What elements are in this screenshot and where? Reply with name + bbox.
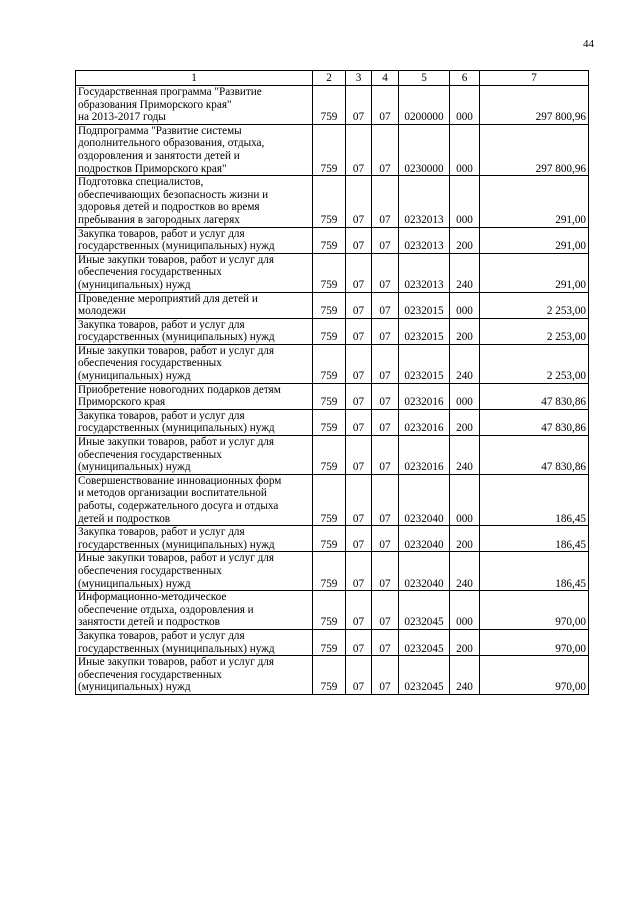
- table-row: [76, 344, 589, 383]
- subsection-code-cell: 07: [372, 383, 399, 409]
- expense-type-cell: 000: [450, 86, 480, 125]
- ministry-code-cell: 759: [313, 526, 346, 552]
- amount-cell: 2 253,00: [480, 292, 589, 318]
- ministry-code-cell: 759: [313, 292, 346, 318]
- expense-type-cell: 240: [450, 253, 480, 292]
- section-code-cell: 07: [346, 292, 372, 318]
- expense-type-cell: 240: [450, 656, 480, 695]
- table-row: [76, 176, 589, 227]
- amount-cell: 186,45: [480, 526, 589, 552]
- row-name-cell: Закупка товаров, работ и услуг для государственных (муниципальных) нужд: [76, 318, 313, 344]
- table-row: [76, 383, 589, 409]
- ministry-code-cell: 759: [313, 383, 346, 409]
- target-article-cell: 0232040: [399, 552, 450, 591]
- expense-type-cell: 200: [450, 227, 480, 253]
- section-code-cell: 07: [346, 344, 372, 383]
- expense-type-cell: 000: [450, 124, 480, 175]
- section-code-cell: 07: [346, 124, 372, 175]
- subsection-code-cell: 07: [372, 436, 399, 475]
- expense-type-cell: 240: [450, 344, 480, 383]
- column-header: 7: [480, 71, 589, 86]
- column-header: 3: [346, 71, 372, 86]
- target-article-cell: 0232013: [399, 253, 450, 292]
- expense-type-cell: 200: [450, 629, 480, 655]
- row-name-cell: Подпрограмма "Развитие системы дополнительного образования, отдыха, оздоровления и занятости детей и подростков Приморского края": [76, 124, 313, 175]
- table-row: [76, 124, 589, 175]
- ministry-code-cell: 759: [313, 227, 346, 253]
- ministry-code-cell: 759: [313, 176, 346, 227]
- section-code-cell: 07: [346, 526, 372, 552]
- row-name-cell: Подготовка специалистов, обеспечивающих безопасность жизни и здоровья детей и подростков во время пребывания в загородных лагерях: [76, 176, 313, 227]
- section-code-cell: 07: [346, 656, 372, 695]
- subsection-code-cell: 07: [372, 86, 399, 125]
- expense-type-cell: 200: [450, 318, 480, 344]
- subsection-code-cell: 07: [372, 591, 399, 630]
- ministry-code-cell: 759: [313, 474, 346, 525]
- row-name-cell: Государственная программа "Развитие образования Приморского края" на 2013-2017 годы: [76, 86, 313, 125]
- table-row: [76, 552, 589, 591]
- amount-cell: 2 253,00: [480, 344, 589, 383]
- column-header: 6: [450, 71, 480, 86]
- subsection-code-cell: 07: [372, 409, 399, 435]
- target-article-cell: 0232040: [399, 474, 450, 525]
- budget-table: [75, 70, 589, 695]
- expense-type-cell: 000: [450, 292, 480, 318]
- row-name-cell: Иные закупки товаров, работ и услуг для обеспечения государственных (муниципальных) нужд: [76, 552, 313, 591]
- expense-type-cell: 200: [450, 526, 480, 552]
- table-row: [76, 526, 589, 552]
- row-name-cell: Закупка товаров, работ и услуг для государственных (муниципальных) нужд: [76, 227, 313, 253]
- amount-cell: 291,00: [480, 253, 589, 292]
- table-row: [76, 629, 589, 655]
- section-code-cell: 07: [346, 227, 372, 253]
- target-article-cell: 0232013: [399, 176, 450, 227]
- amount-cell: 970,00: [480, 591, 589, 630]
- section-code-cell: 07: [346, 629, 372, 655]
- target-article-cell: 0232015: [399, 292, 450, 318]
- section-code-cell: 07: [346, 474, 372, 525]
- row-name-cell: Закупка товаров, работ и услуг для государственных (муниципальных) нужд: [76, 629, 313, 655]
- expense-type-cell: 000: [450, 474, 480, 525]
- row-name-cell: Приобретение новогодних подарков детям Приморского края: [76, 383, 313, 409]
- target-article-cell: 0232016: [399, 409, 450, 435]
- ministry-code-cell: 759: [313, 436, 346, 475]
- row-name-cell: Закупка товаров, работ и услуг для государственных (муниципальных) нужд: [76, 526, 313, 552]
- table-row: [76, 292, 589, 318]
- amount-cell: 47 830,86: [480, 409, 589, 435]
- column-header: 5: [399, 71, 450, 86]
- section-code-cell: 07: [346, 253, 372, 292]
- column-header: 2: [313, 71, 346, 86]
- target-article-cell: 0232015: [399, 344, 450, 383]
- table-row: [76, 253, 589, 292]
- target-article-cell: 0200000: [399, 86, 450, 125]
- subsection-code-cell: 07: [372, 176, 399, 227]
- row-name-cell: Иные закупки товаров, работ и услуг для обеспечения государственных (муниципальных) нужд: [76, 436, 313, 475]
- table-row: [76, 318, 589, 344]
- table-row: [76, 656, 589, 695]
- amount-cell: 291,00: [480, 176, 589, 227]
- expense-type-cell: 240: [450, 436, 480, 475]
- ministry-code-cell: 759: [313, 318, 346, 344]
- row-name-cell: Иные закупки товаров, работ и услуг для обеспечения государственных (муниципальных) нужд: [76, 656, 313, 695]
- subsection-code-cell: 07: [372, 552, 399, 591]
- expense-type-cell: 200: [450, 409, 480, 435]
- ministry-code-cell: 759: [313, 124, 346, 175]
- ministry-code-cell: 759: [313, 591, 346, 630]
- table-row: [76, 591, 589, 630]
- amount-cell: 186,45: [480, 474, 589, 525]
- target-article-cell: 0232045: [399, 591, 450, 630]
- section-code-cell: 07: [346, 552, 372, 591]
- amount-cell: 291,00: [480, 227, 589, 253]
- ministry-code-cell: 759: [313, 409, 346, 435]
- amount-cell: 970,00: [480, 629, 589, 655]
- target-article-cell: 0232045: [399, 629, 450, 655]
- table-row: [76, 86, 589, 125]
- subsection-code-cell: 07: [372, 318, 399, 344]
- subsection-code-cell: 07: [372, 656, 399, 695]
- target-article-cell: 0232045: [399, 656, 450, 695]
- row-name-cell: Иные закупки товаров, работ и услуг для обеспечения государственных (муниципальных) нужд: [76, 253, 313, 292]
- target-article-cell: 0232013: [399, 227, 450, 253]
- ministry-code-cell: 759: [313, 253, 346, 292]
- subsection-code-cell: 07: [372, 292, 399, 318]
- subsection-code-cell: 07: [372, 344, 399, 383]
- section-code-cell: 07: [346, 176, 372, 227]
- subsection-code-cell: 07: [372, 474, 399, 525]
- amount-cell: 2 253,00: [480, 318, 589, 344]
- subsection-code-cell: 07: [372, 526, 399, 552]
- ministry-code-cell: 759: [313, 656, 346, 695]
- amount-cell: 970,00: [480, 656, 589, 695]
- table-row: [76, 409, 589, 435]
- page-number: 44: [583, 38, 594, 50]
- table-header-row: [76, 71, 589, 86]
- subsection-code-cell: 07: [372, 227, 399, 253]
- amount-cell: 297 800,96: [480, 124, 589, 175]
- row-name-cell: Проведение мероприятий для детей и молодежи: [76, 292, 313, 318]
- expense-type-cell: 000: [450, 176, 480, 227]
- ministry-code-cell: 759: [313, 629, 346, 655]
- row-name-cell: Совершенствование инновационных форм и методов организации воспитательной работы, содержательного досуга и отдыха детей и подростков: [76, 474, 313, 525]
- column-header: 1: [76, 71, 313, 86]
- amount-cell: 186,45: [480, 552, 589, 591]
- subsection-code-cell: 07: [372, 124, 399, 175]
- column-header: 4: [372, 71, 399, 86]
- section-code-cell: 07: [346, 318, 372, 344]
- section-code-cell: 07: [346, 86, 372, 125]
- target-article-cell: 0232016: [399, 436, 450, 475]
- row-name-cell: Информационно-методическое обеспечение отдыха, оздоровления и занятости детей и подростков: [76, 591, 313, 630]
- table-row: [76, 227, 589, 253]
- row-name-cell: Иные закупки товаров, работ и услуг для обеспечения государственных (муниципальных) нужд: [76, 344, 313, 383]
- expense-type-cell: 240: [450, 552, 480, 591]
- subsection-code-cell: 07: [372, 629, 399, 655]
- target-article-cell: 0230000: [399, 124, 450, 175]
- target-article-cell: 0232016: [399, 383, 450, 409]
- table-row: [76, 436, 589, 475]
- amount-cell: 47 830,86: [480, 436, 589, 475]
- section-code-cell: 07: [346, 436, 372, 475]
- expense-type-cell: 000: [450, 383, 480, 409]
- amount-cell: 297 800,96: [480, 86, 589, 125]
- section-code-cell: 07: [346, 591, 372, 630]
- row-name-cell: Закупка товаров, работ и услуг для государственных (муниципальных) нужд: [76, 409, 313, 435]
- section-code-cell: 07: [346, 383, 372, 409]
- target-article-cell: 0232040: [399, 526, 450, 552]
- ministry-code-cell: 759: [313, 344, 346, 383]
- ministry-code-cell: 759: [313, 86, 346, 125]
- ministry-code-cell: 759: [313, 552, 346, 591]
- table-row: [76, 474, 589, 525]
- subsection-code-cell: 07: [372, 253, 399, 292]
- section-code-cell: 07: [346, 409, 372, 435]
- target-article-cell: 0232015: [399, 318, 450, 344]
- expense-type-cell: 000: [450, 591, 480, 630]
- amount-cell: 47 830,86: [480, 383, 589, 409]
